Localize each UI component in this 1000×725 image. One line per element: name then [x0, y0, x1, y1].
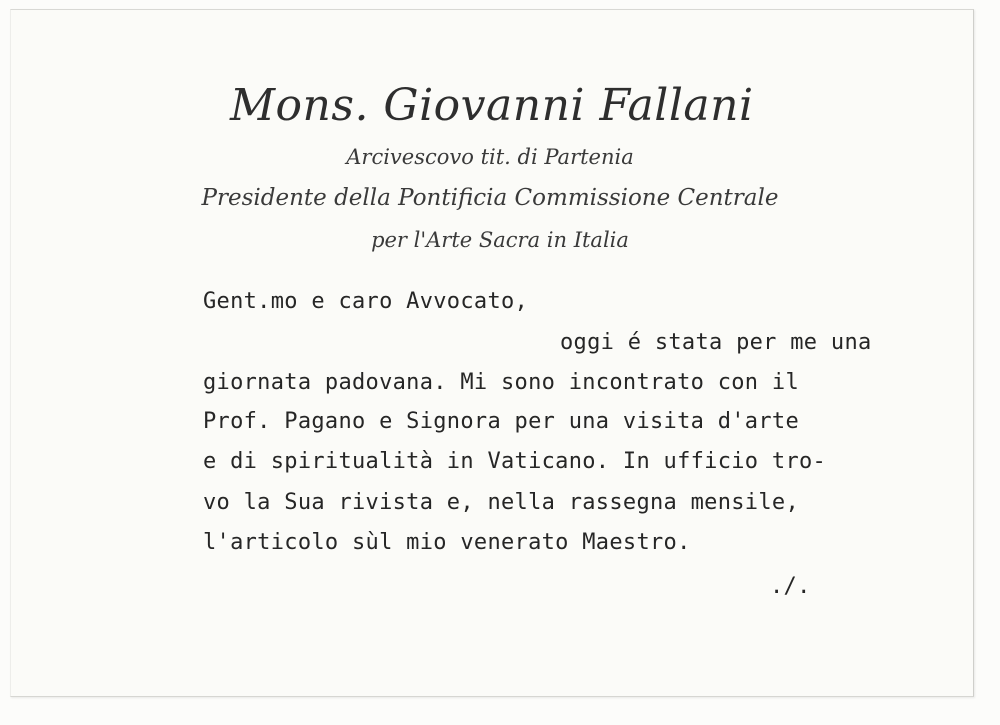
letter-body-line: Prof. Pagano e Signora per una visita d'arte: [203, 409, 799, 434]
letter-salutation: Gent.mo e caro Avvocato,: [203, 289, 529, 314]
continuation-mark: ./.: [770, 574, 811, 599]
letterhead-name: Mons. Giovanni Fallani: [230, 80, 754, 131]
letter-body-line: giornata padovana. Mi sono incontrato con il: [203, 370, 799, 395]
letterhead-office-line-1: Presidente della Pontificia Commissione Centrale: [201, 185, 779, 211]
letter-body-line: vo la Sua rivista e, nella rassegna mensile,: [203, 490, 799, 515]
letter-body-line: e di spiritualità in Vaticano. In ufficio tro-: [203, 449, 827, 474]
letter-body-line: l'articolo sùl mio venerato Maestro.: [203, 530, 691, 555]
letterhead-office-line-2: per l'Arte Sacra in Italia: [371, 228, 629, 252]
letterhead-title: Arcivescovo tit. di Partenia: [346, 145, 634, 169]
letter-body-line: oggi é stata per me una: [560, 330, 872, 355]
